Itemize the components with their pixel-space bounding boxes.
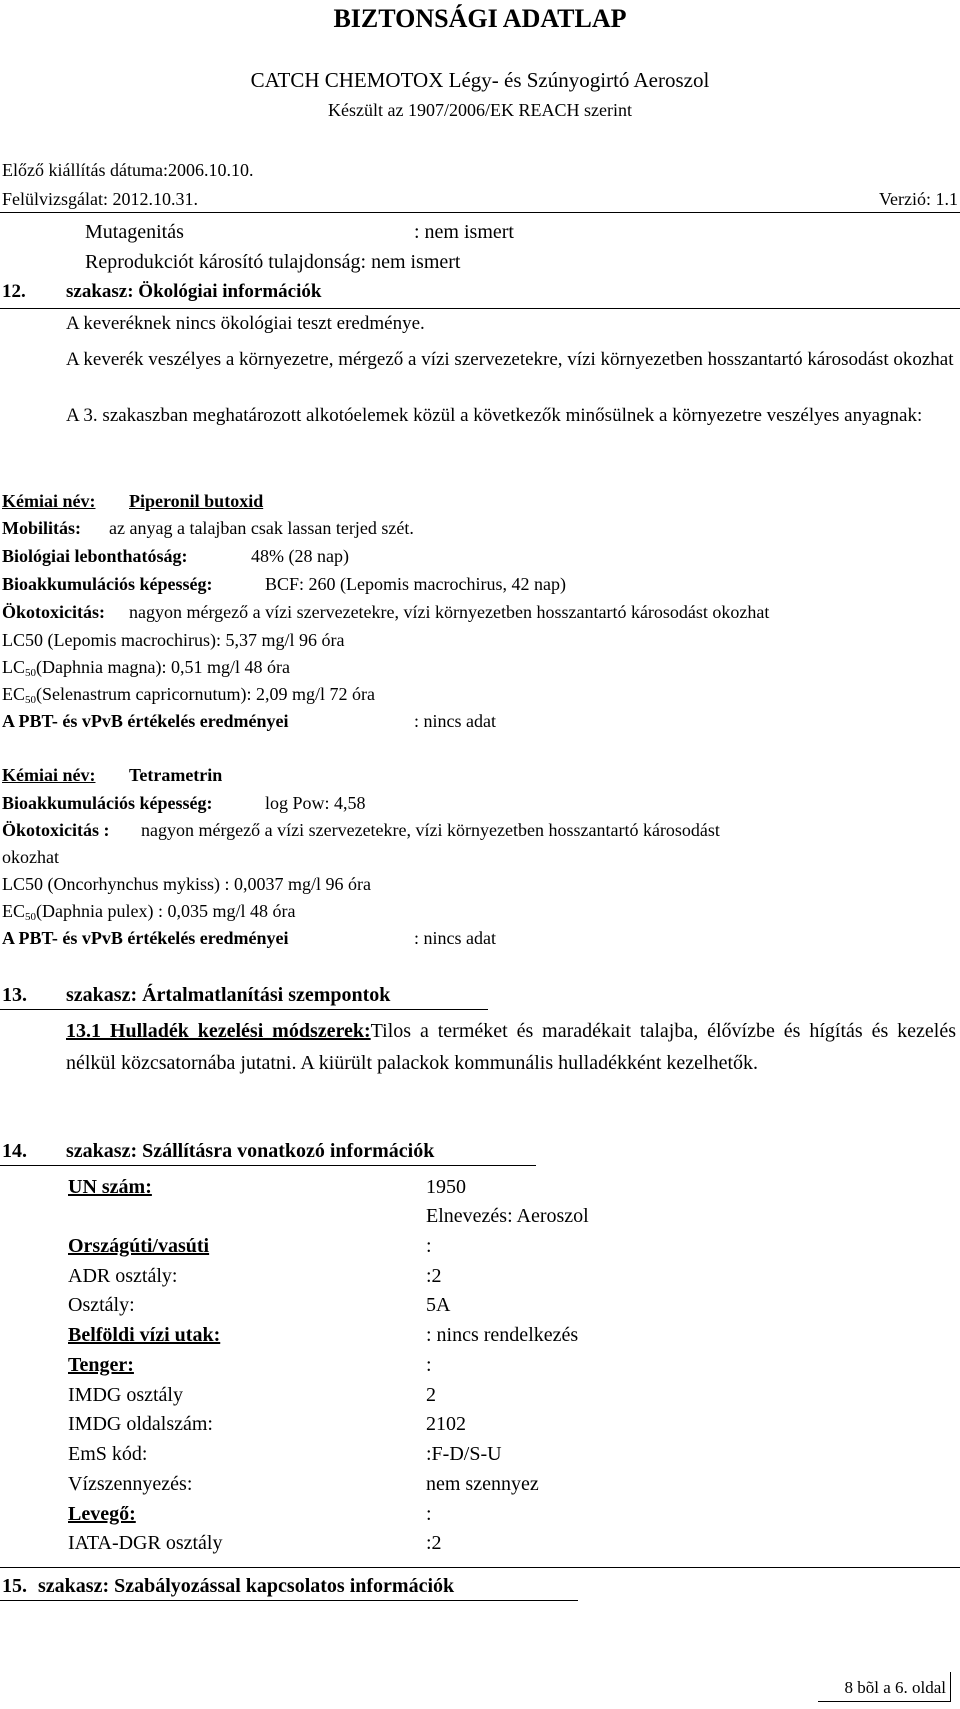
regulation-note: Készült az 1907/2006/EK REACH szerint: [328, 100, 632, 120]
section-12-p2: A keverék veszélyes a környezetre, mérgező a vízi szervezetekre, vízi környezetben hosszantartó károsodást okozhat: [66, 349, 954, 370]
reproductive-toxicity: Reprodukciót károsító tulajdonság: nem ismert: [85, 251, 461, 273]
pip-name-value: Piperonil butoxid: [129, 491, 264, 511]
previous-issue-date: Előző kiállítás dátuma:2006.10.10.: [2, 160, 254, 180]
section-12-title: szakasz: Ökológiai információk: [66, 281, 322, 302]
inland-waterways-label: Belföldi vízi utak:: [68, 1324, 221, 1346]
tet-pbt-value: : nincs adat: [414, 928, 496, 948]
revision-date: Felülvizsgálat: 2012.10.31.: [2, 189, 198, 209]
adr-class-label: ADR osztály:: [68, 1265, 178, 1287]
water-pollution-value: nem szennyez: [426, 1473, 539, 1495]
pip-lc-rest: (Daphnia magna): 0,51 mg/l 48 óra: [36, 657, 290, 677]
pip-ec-prefix: EC: [2, 684, 26, 704]
tet-ecotoxicity-label: Ökotoxicitás :: [2, 820, 110, 840]
mutagenicity-label: Mutagenitás: [85, 221, 184, 243]
version-label: Verzió: 1.1: [879, 189, 958, 209]
pip-ec50-selenastrum: [2, 684, 375, 706]
iata-class-value: :2: [426, 1532, 442, 1554]
pip-ecotoxicity-label: Ökotoxicitás:: [2, 602, 105, 622]
section-13-1-text: Tilos a terméket és maradékait talajba, élővízbe és hígítás és kezelés nélkül közcsatornába jutatni. A kiürült palackok kommunális hulladékként kezelhetők.: [66, 1020, 956, 1074]
imdg-class-value: 2: [426, 1384, 436, 1406]
pip-mobility-value: az anyag a talajban csak lassan terjed szét.: [109, 518, 414, 538]
mutagenicity-value: : nem ismert: [414, 221, 514, 243]
imdg-page-value: 2102: [426, 1413, 466, 1435]
pip-ec-subscript: 50: [25, 694, 37, 706]
section-15-rule: [0, 1600, 578, 1601]
tet-name-label: Kémiai név:: [2, 765, 96, 785]
section-13-rule: [0, 1009, 488, 1010]
tet-lc50-oncorhynchus: LC50 (Oncorhynchus mykiss) : 0,0037 mg/l 96 óra: [2, 874, 371, 894]
un-number-value: 1950: [426, 1176, 466, 1198]
section-13-title: szakasz: Ártalmatlanítási szempontok: [66, 984, 391, 1006]
sea-label: Tenger:: [68, 1354, 134, 1376]
tet-ec-rest: (Daphnia pulex) : 0,035 mg/l 48 óra: [36, 901, 296, 921]
sea-value: :: [426, 1354, 432, 1376]
tet-ec50-daphnia: [2, 901, 295, 923]
pip-ec-rest: (Selenastrum capricornutum): 2,09 mg/l 72 óra: [36, 684, 375, 704]
section-15-number: 15.: [2, 1575, 27, 1597]
road-rail-value: :: [426, 1235, 432, 1257]
section-12-number: 12.: [2, 281, 26, 302]
section-14-end-rule: [0, 1567, 960, 1568]
inland-waterways-value: : nincs rendelkezés: [426, 1324, 579, 1346]
section-12-p1: A keveréknek nincs ökológiai teszt eredménye.: [66, 313, 425, 334]
footer-box: [950, 1672, 951, 1702]
tet-ec-subscript: 50: [25, 911, 37, 923]
pip-pbt-label: A PBT- és vPvB értékelés eredményei: [2, 711, 289, 731]
pip-mobility-label: Mobilitás:: [2, 518, 81, 538]
ems-code-value: :F-D/S-U: [426, 1443, 502, 1465]
section-12-rule: [0, 308, 960, 309]
water-pollution-label: Vízszennyezés:: [68, 1473, 193, 1495]
pip-lc-prefix: LC: [2, 657, 26, 677]
header-divider: [0, 212, 960, 213]
pip-ecotoxicity-value: nagyon mérgező a vízi szervezetekre, vízi környezetben hosszantartó károsodást okozhat: [129, 602, 770, 622]
tet-ecotoxicity-value: nagyon mérgező a vízi szervezetekre, vízi környezetben hosszantartó károsodást: [141, 820, 720, 840]
pip-lc-subscript: 50: [25, 667, 37, 679]
adr-class-value: :2: [426, 1265, 442, 1287]
tet-bioaccumulation-label: Bioakkumulációs képesség:: [2, 793, 213, 813]
pip-pbt-value: : nincs adat: [414, 711, 496, 731]
class-value: 5A: [426, 1294, 451, 1316]
air-value: :: [426, 1503, 432, 1525]
tet-ec-prefix: EC: [2, 901, 26, 921]
pip-lc50-daphnia: [2, 657, 290, 679]
pip-biodegradability-label: Biológiai lebonthatóság:: [2, 546, 188, 566]
document-title: BIZTONSÁGI ADATLAP: [333, 4, 627, 33]
ems-code-label: EmS kód:: [68, 1443, 148, 1465]
un-number-label: UN szám:: [68, 1176, 152, 1198]
section-14-title: szakasz: Szállításra vonatkozó információk: [66, 1140, 435, 1162]
road-rail-label: Országúti/vasúti: [68, 1235, 210, 1257]
section-12-p3: A 3. szakaszban meghatározott alkotóelemek közül a következők minősülnek a környezetre veszélyes anyagnak:: [66, 405, 923, 426]
tet-ecotoxicity-continued: okozhat: [2, 847, 59, 867]
tet-name-value: Tetrametrin: [129, 765, 223, 785]
pip-biodegradability-value: 48% (28 nap): [251, 546, 349, 566]
section-15-title: szakasz: Szabályozással kapcsolatos információk: [38, 1575, 455, 1597]
tet-pbt-label: A PBT- és vPvB értékelés eredményei: [2, 928, 289, 948]
section-14-rule: [0, 1165, 536, 1166]
section-14-number: 14.: [2, 1140, 27, 1162]
page-counter: 8 bõl a 6. oldal: [844, 1678, 946, 1697]
imdg-class-label: IMDG osztály: [68, 1384, 183, 1406]
pip-bioaccumulation-label: Bioakkumulációs képesség:: [2, 574, 213, 594]
imdg-page-label: IMDG oldalszám:: [68, 1413, 213, 1435]
product-name: CATCH CHEMOTOX Légy- és Szúnyogirtó Aeroszol: [250, 68, 710, 92]
class-label: Osztály:: [68, 1294, 135, 1316]
air-label: Levegő:: [68, 1503, 136, 1525]
pip-name-label: Kémiai név:: [2, 491, 96, 511]
transport-name: Elnevezés: Aeroszol: [426, 1205, 589, 1227]
pip-lc50-lepomis: LC50 (Lepomis macrochirus): 5,37 mg/l 96 óra: [2, 630, 345, 650]
section-13-1-paragraph: [66, 1015, 956, 1079]
pip-bioaccumulation-value: BCF: 260 (Lepomis macrochirus, 42 nap): [265, 574, 566, 594]
iata-class-label: IATA-DGR osztály: [68, 1532, 223, 1554]
tet-bioaccumulation-value: log Pow: 4,58: [265, 793, 366, 813]
section-13-number: 13.: [2, 984, 27, 1006]
section-13-1-label: 13.1 Hulladék kezelési módszerek:: [66, 1020, 371, 1042]
footer-rule: [818, 1701, 951, 1702]
